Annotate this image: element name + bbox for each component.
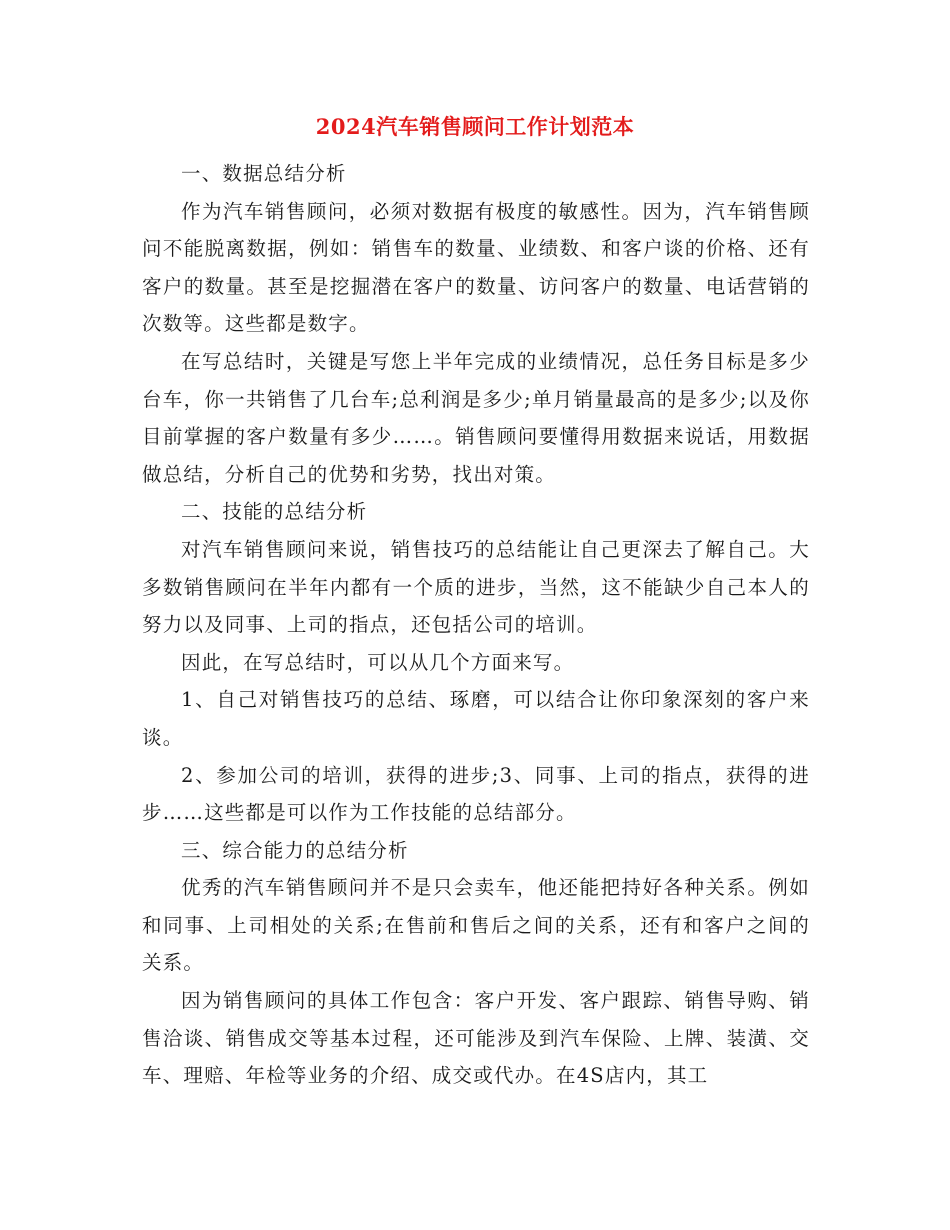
paragraph: 在写总结时，关键是写您上半年完成的业绩情况，总任务目标是多少台车，你一共销售了几台车;总利润是多少;单月销量最高的是多少;以及你目前掌握的客户数量有多少……。销售顾问要懂得用数据来说话，用数据做总结，分析自己的优势和劣势，找出对策。 xyxy=(142,349,810,486)
document-title: 2024汽车销售顾问工作计划范本 xyxy=(315,114,635,139)
section-heading-overall-ability-analysis: 三、综合能力的总结分析 xyxy=(181,838,409,862)
section-heading-data-analysis: 一、数据总结分析 xyxy=(181,162,347,185)
document-body xyxy=(142,155,810,1095)
paragraph: 作为汽车销售顾问，必须对数据有极度的敏感性。因为，汽车销售顾问不能脱离数据，例如：销售车的数量、业绩数、和客户谈的价格、还有客户的数量。甚至是挖掘潜在客户的数量、访问客户的数量、电话营销的次数等。这些都是数字。 xyxy=(142,199,810,336)
paragraph: 因为销售顾问的具体工作包含：客户开发、客户跟踪、销售导购、销售洽谈、销售成交等基本过程，还可能涉及到汽车保险、上牌、装潢、交车、理赔、年检等业务的介绍、成交或代办。在4S店内，其工 xyxy=(142,989,810,1088)
paragraph: 优秀的汽车销售顾问并不是只会卖车，他还能把持好各种关系。例如和同事、上司相处的关系;在售前和售后之间的关系，还有和客户之间的关系。 xyxy=(142,876,810,975)
list-item: 1、自己对销售技巧的总结、琢磨，可以结合让你印象深刻的客户来谈。 xyxy=(142,688,810,749)
paragraph: 因此，在写总结时，可以从几个方面来写。 xyxy=(181,650,575,674)
paragraph: 对汽车销售顾问来说，销售技巧的总结能让自己更深去了解自己。大多数销售顾问在半年内都有一个质的进步，当然，这不能缺少自己本人的努力以及同事、上司的指点，还包括公司的培训。 xyxy=(142,537,810,637)
section-heading-skills-analysis: 二、技能的总结分析 xyxy=(181,500,368,524)
list-item: 2、参加公司的培训，获得的进步;3、同事、上司的指点，获得的进步……这些都是可以作为工作技能的总结部分。 xyxy=(142,763,810,825)
